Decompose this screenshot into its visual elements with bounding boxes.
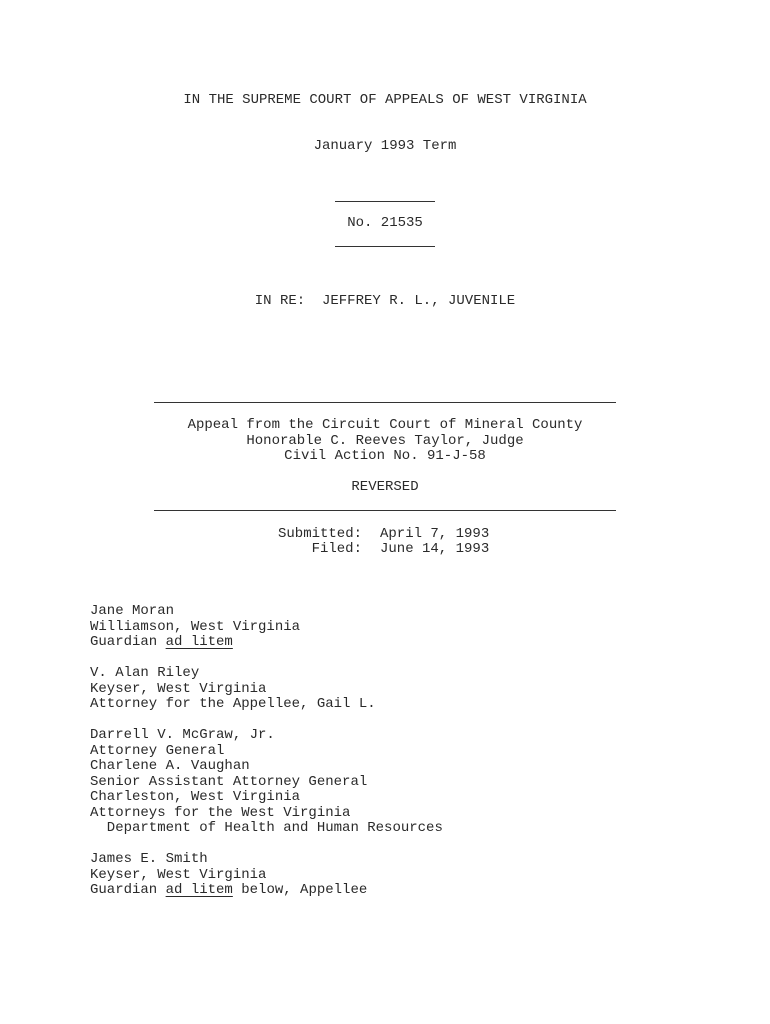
counsel-line: Charleston, West Virginia [90,789,301,805]
counsel-location: Keyser, West Virginia [90,681,267,697]
appeal-top-rule [154,402,616,403]
counsel-line: Attorneys for the West Virginia [90,805,351,821]
case-number-bottom-rule [335,246,435,247]
term: January 1993 Term [313,138,457,154]
submitted-label: Submitted: [277,526,362,542]
case-number: No. 21535 [347,215,423,231]
counsel-line: Department of Health and Human Resources [90,820,443,836]
disposition: REVERSED [351,479,419,495]
case-number-top-rule [335,201,435,202]
appeal-judge: Honorable C. Reeves Taylor, Judge [246,433,524,449]
appeal-from: Appeal from the Circuit Court of Mineral County [187,417,583,433]
counsel-name: James E. Smith [90,851,208,867]
counsel-location: Williamson, West Virginia [90,619,301,635]
role-suffix: below, Appellee [232,882,368,898]
ad-litem-underlined: ad litem [165,882,233,898]
counsel-name: Jane Moran [90,603,175,619]
appeal-bottom-rule [154,510,616,511]
counsel-name: V. Alan Riley [90,665,200,681]
counsel-role: Attorney for the Appellee, Gail L. [90,696,376,712]
case-title: IN RE: JEFFREY R. L., JUVENILE [254,293,516,309]
role-prefix: Guardian [90,634,166,650]
ad-litem-underlined: ad litem [165,634,233,650]
counsel-line: Attorney General [90,743,225,759]
counsel-line: Darrell V. McGraw, Jr. [90,727,275,743]
counsel-role [90,634,233,650]
counsel-role [90,882,367,898]
filed-label: Filed: [311,541,362,557]
counsel-line: Charlene A. Vaughan [90,758,250,774]
counsel-location: Keyser, West Virginia [90,867,267,883]
civil-action: Civil Action No. 91-J-58 [284,448,486,464]
court-name: IN THE SUPREME COURT OF APPEALS OF WEST VIRGINIA [183,92,587,108]
counsel-line: Senior Assistant Attorney General [90,774,368,790]
submitted-date: April 7, 1993 [380,526,490,542]
role-prefix: Guardian [90,882,166,898]
filed-date: June 14, 1993 [380,541,490,557]
